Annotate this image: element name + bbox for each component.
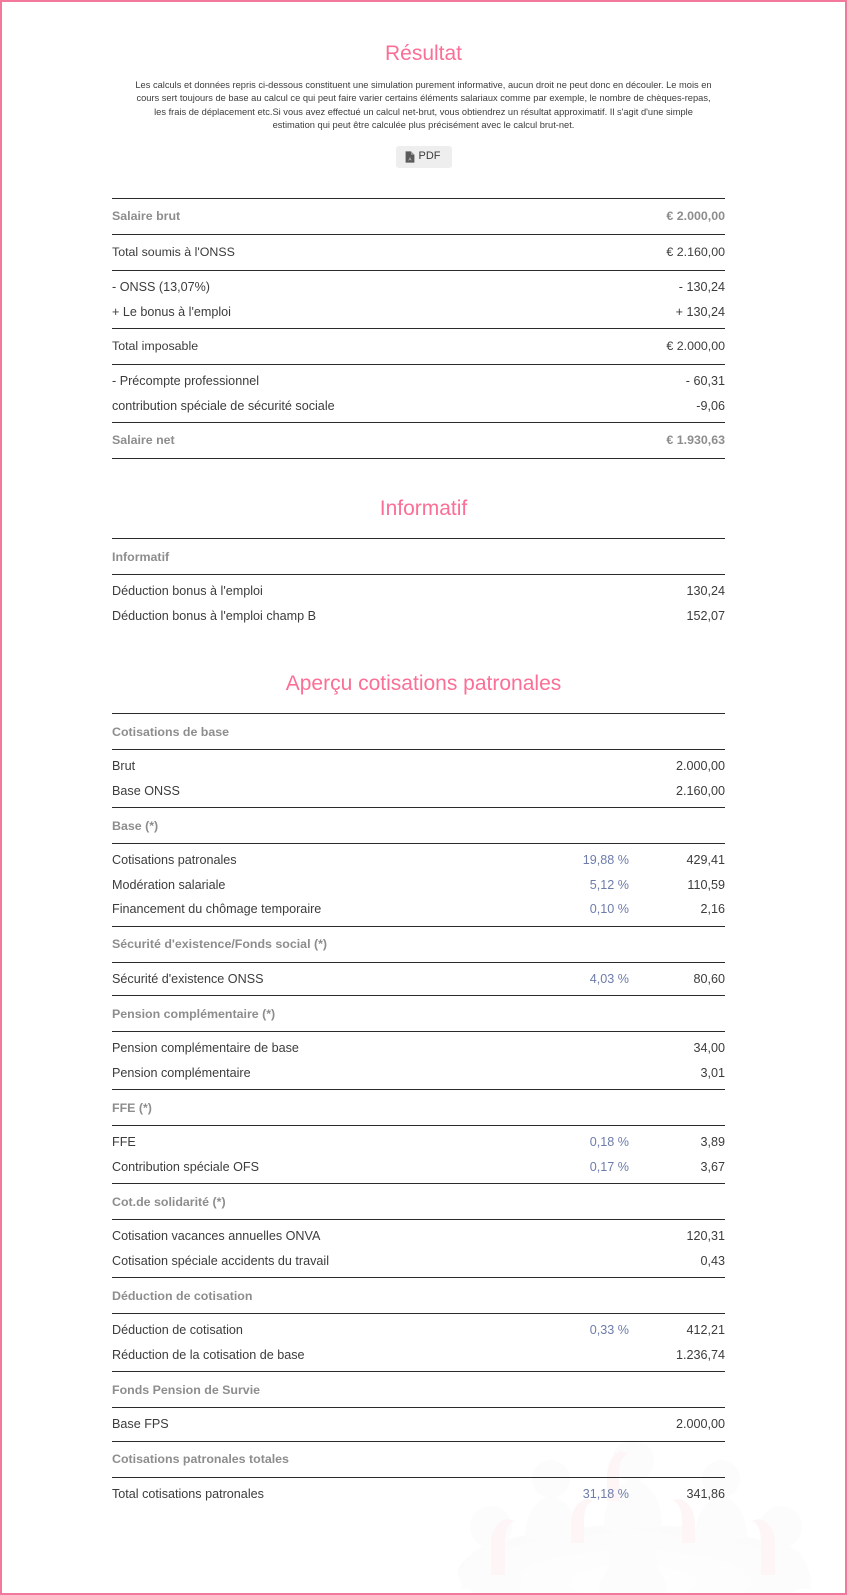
table-row [112,1032,725,1061]
page-title-informatif: Informatif [379,496,468,520]
row-label: Modération salariale [112,877,226,892]
table-resultat [112,198,725,459]
row-label: Pension complémentaire [112,1065,251,1080]
table-row [112,1343,725,1372]
row-value: 120,31 [686,1229,725,1244]
row-label: Déduction de cotisation [112,1323,243,1338]
table-row [112,1061,725,1090]
table-section-header-row [112,234,725,270]
row-percent [371,1032,630,1061]
row-percent [371,1220,630,1249]
pdf-file-icon [405,151,415,163]
section-header-value: € 2.000,00 [629,198,725,234]
row-percent [371,779,630,808]
row-label: Sécurité d'existence ONSS [112,971,264,986]
table-row [112,1155,725,1184]
table-section-header-row [112,1278,725,1314]
table-row [112,364,725,393]
section-header-label: Pension complémentaire (*) [112,996,629,1032]
section-header-value [629,539,725,575]
row-label: contribution spéciale de sécurité sociale [112,398,335,413]
section-header-label: Fonds Pension de Survie [112,1372,629,1408]
table-row [112,270,725,299]
row-percent: 0,10 % [589,902,629,917]
row-label: Base FPS [112,1417,169,1432]
row-value: 3,89 [700,1135,725,1150]
section-header-value [629,1278,725,1314]
pdf-download-button[interactable] [396,146,452,168]
row-percent [371,299,630,328]
table-row [112,299,725,328]
row-percent [371,1343,630,1372]
section-header-value [629,808,725,844]
row-percent [371,270,630,299]
table-row [112,962,725,996]
section-header-value [629,1441,725,1477]
section-header-value [629,714,725,750]
section-header-value: € 2.000,00 [629,328,725,364]
row-value: 3,01 [700,1065,725,1080]
table-row [112,1408,725,1442]
table-section-header-row [112,714,725,750]
row-value: 130,24 [686,584,725,599]
row-value: - 130,24 [678,280,725,295]
row-value: 152,07 [686,608,725,623]
section-header-label: Sécurité d'existence/Fonds social (*) [112,926,629,962]
section-header-value [629,1372,725,1408]
row-value: 2.000,00 [675,759,725,774]
row-label: Déduction bonus à l'emploi champ B [112,608,317,623]
section-header-label: Cotisations patronales totales [112,1441,629,1477]
table-row [112,393,725,422]
row-value: 1.236,74 [675,1347,725,1362]
table-section-header-row [112,996,725,1032]
row-value: 3,67 [700,1159,725,1174]
row-percent [371,750,630,779]
row-percent: 19,88 % [582,853,629,868]
section-header-value [629,926,725,962]
section-header-label: Base (*) [112,808,629,844]
row-label: Déduction bonus à l'emploi [112,584,263,599]
table-row [112,1126,725,1155]
row-value: - 60,31 [685,374,725,389]
row-value: 2.160,00 [675,783,725,798]
row-value: 429,41 [686,853,725,868]
table-row [112,604,725,633]
table-section-header-row [112,1184,725,1220]
row-value: + 130,24 [675,304,725,319]
section-header-value [629,1090,725,1126]
row-value: 110,59 [687,877,725,892]
row-label: - Précompte professionnel [112,374,259,389]
row-label: Total cotisations patronales [112,1486,264,1501]
table-row [112,1249,725,1278]
row-label: Base ONSS [112,783,180,798]
row-label: Pension complémentaire de base [112,1041,299,1056]
row-percent [371,1408,630,1442]
section-header-label: Déduction de cotisation [112,1278,629,1314]
row-percent [371,1061,630,1090]
section-header-label: Total imposable [112,328,629,364]
section-header-label: Total soumis à l'ONSS [112,234,629,270]
section-header-label: Cot.de solidarité (*) [112,1184,629,1220]
row-label: - ONSS (13,07%) [112,280,210,295]
section-header-label: Cotisations de base [112,714,629,750]
table-row [112,897,725,926]
table-cotisations-patronales [112,713,725,1510]
row-value: 2,16 [700,902,725,917]
row-percent: 0,33 % [589,1323,629,1338]
table-row [112,1220,725,1249]
page-title-resultat: Résultat [384,42,463,65]
row-label: Cotisations patronales [112,853,237,868]
row-percent: 31,18 % [582,1486,629,1501]
row-label: + Le bonus à l'emploi [112,304,231,319]
row-percent [371,604,630,633]
row-label: Brut [112,759,136,774]
table-section-header-row [112,1090,725,1126]
table-section-header-row [112,926,725,962]
row-label: Contribution spéciale OFS [112,1159,259,1174]
section-header-label: FFE (*) [112,1090,629,1126]
table-row [112,1477,725,1510]
table-row [112,1314,725,1343]
row-value: 34,00 [693,1041,725,1056]
row-value: 2.000,00 [675,1417,725,1432]
table-section-header-row [112,539,725,575]
row-label: Financement du chômage temporaire [112,902,322,917]
table-informatif [112,538,725,632]
row-percent [371,393,630,422]
table-row [112,844,725,873]
table-section-header-row [112,328,725,364]
table-row [112,873,725,898]
row-percent [371,364,630,393]
svg-text:A: A [408,156,411,162]
row-percent: 0,17 % [589,1159,629,1174]
section-header-label: Informatif [112,539,629,575]
row-value: 0,43 [700,1253,725,1268]
row-percent [371,1249,630,1278]
table-section-header-row [112,808,725,844]
section-header-value: € 2.160,00 [629,234,725,270]
table-section-header-row [112,198,725,234]
pdf-button-label: PDF [418,150,441,163]
table-row [112,779,725,808]
section-header-label: Salaire net [112,422,629,458]
table-row [112,750,725,779]
pdf-button-container [112,146,735,168]
row-label: Réduction de la cotisation de base [112,1347,305,1362]
section-header-value: € 1.930,63 [629,422,725,458]
row-percent: 4,03 % [589,971,629,986]
section-header-value [629,996,725,1032]
table-section-header-row [112,1372,725,1408]
table-section-header-row [112,1441,725,1477]
table-row [112,575,725,604]
section-header-value [629,1184,725,1220]
row-percent: 5,12 % [589,877,629,892]
row-label: Cotisation spéciale accidents du travail [112,1253,330,1268]
row-label: FFE [112,1135,136,1150]
row-label: Cotisation vacances annuelles ONVA [112,1229,321,1244]
row-percent [371,575,630,604]
disclaimer-text: Les calculs et données repris ci-dessous constituent une simulation purement informative, aucun droit ne peut donc en découler. Le mois en cours sert toujours de base au calcul ce qui peut faire varier certains éléments salariaux comme par exemple, le nombre de chèques-repas, les frais de déplacement etc.Si vous avez effectué un calcul net-brut, vous obtiendrez un résultat approximatif. Il s'agit d'une simple estimation qui peut être calculée plus précisément avec le calcul brut-net. [135,80,712,130]
row-value: 80,60 [693,971,725,986]
page-title-cotisations-patronales: Aperçu cotisations patronales [285,672,562,695]
table-section-header-row [112,422,725,458]
row-value: 341,86 [686,1486,725,1501]
row-value: 412,21 [686,1323,725,1338]
row-percent: 0,18 % [589,1135,629,1150]
row-value: -9,06 [696,398,725,413]
section-header-label: Salaire brut [112,198,629,234]
